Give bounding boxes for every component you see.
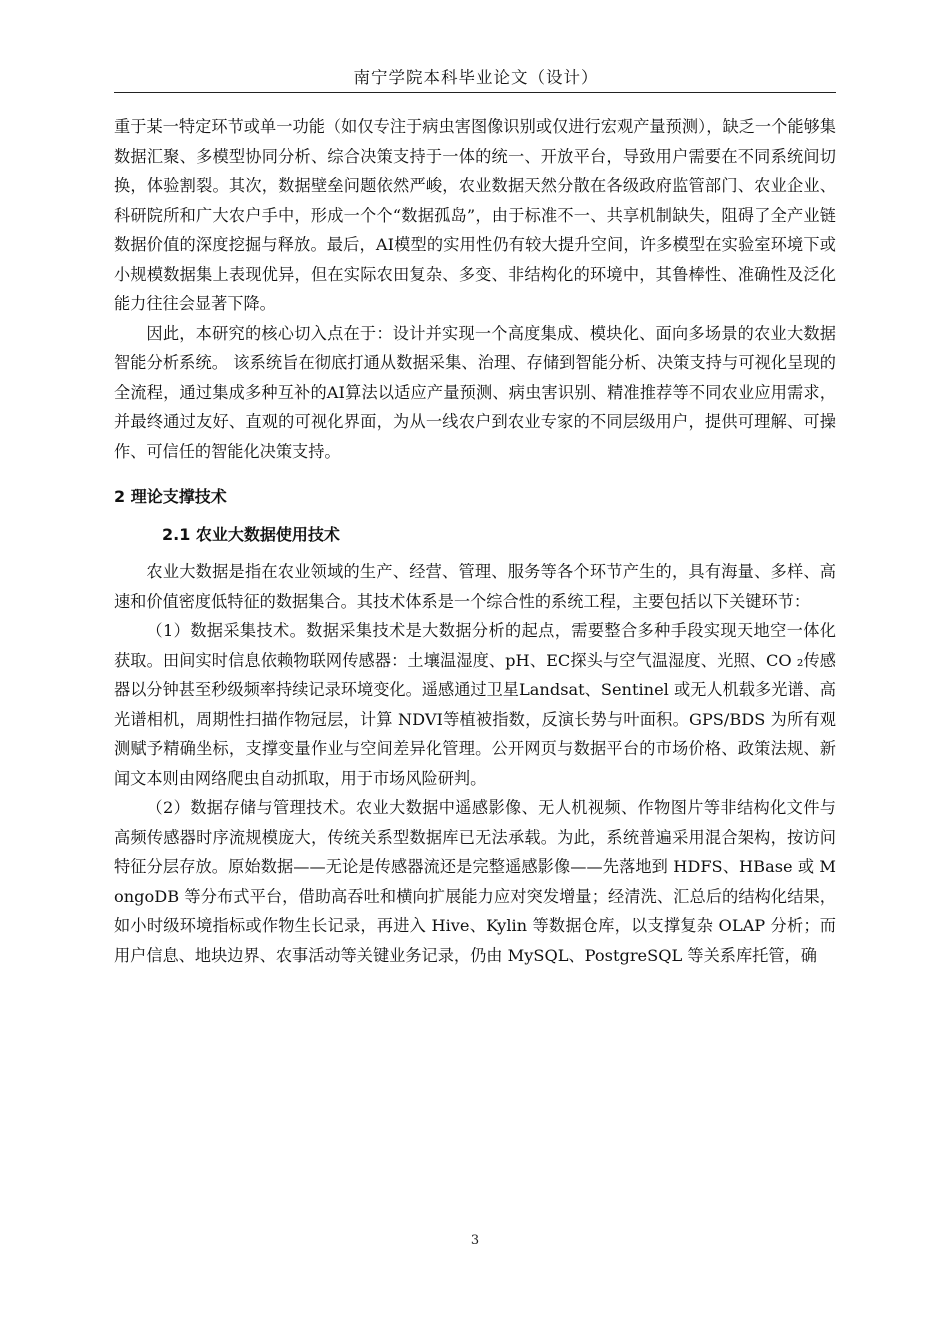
paragraph-data-storage: （2）数据存储与管理技术。农业大数据中遥感影像、无人机视频、作物图片等非结构化文件与高频传感器时序流规模庞大，传统关系型数据库已无法承载。为此，系统普遍采用混合架构，按访问特征分层存放。原始数据——无论是传感器流还是完整遥感影像——先落地到 HDFS、HBase 或 MongoDB 等分布式平台，借助高吞吐和横向扩展能力应对突发增量；经清洗、汇总后的结构化结果，如小时级环境指标或作物生长记录，再进入 Hive、Kylin 等数据仓库，以支撑复杂 OLAP 分析；而用户信息、地块边界、农事活动等关键业务记录，仍由 MySQL、PostgreSQL 等关系库托管，确 xyxy=(114,798,836,965)
page-header-title: 南宁学院本科毕业论文（设计） xyxy=(353,68,599,87)
paragraph-data-collection: （1）数据采集技术。数据采集技术是大数据分析的起点，需要整合多种手段实现天地空一体化获取。田间实时信息依赖物联网传感器：土壤温湿度、pH、EC探头与空气温湿度、光照、CO ₂传感器以分钟甚至秒级频率持续记录环境变化。遥感通过卫星Landsat、Sentinel 或无人机载多光谱、高光谱相机，周期性扫描作物冠层，计算 NDVI等植被指数，反演长势与叶面积。GPS/BDS 为所有观测赋予精确坐标，支撑变量作业与空间差异化管理。公开网页与数据平台的市场价格、政策法规、新闻文本则由网络爬虫自动抓取，用于市场风险研判。 xyxy=(114,621,836,788)
document-body xyxy=(114,112,836,970)
header-rule xyxy=(114,92,836,93)
paragraph-continuation: 重于某一特定环节或单一功能（如仅专注于病虫害图像识别或仅进行宏观产量预测），缺乏一个能够集数据汇聚、多模型协同分析、综合决策支持于一体的统一、开放平台，导致用户需要在不同系统间切换，体验割裂。其次，数据壁垒问题依然严峻，农业数据天然分散在各级政府监管部门、农业企业、科研院所和广大农户手中，形成一个个“数据孤岛”，由于标准不一、共享机制缺失，阻碍了全产业链数据价值的深度挖掘与释放。最后，AI模型的实用性仍有较大提升空间，许多模型在实验室环境下或小规模数据集上表现优异，但在实际农田复杂、多变、非结构化的环境中，其鲁棒性、准确性及泛化能力往往会显著下降。 xyxy=(114,117,836,313)
section-heading: 2 理论支撑技术 xyxy=(114,487,227,506)
paragraph-research-focus: 因此，本研究的核心切入点在于：设计并实现一个高度集成、模块化、面向多场景的农业大数据智能分析系统。 该系统旨在彻底打通从数据采集、治理、存储到智能分析、决策支持与可视化呈现的全流程，通过集成多种互补的AI算法以适应产量预测、病虫害识别、精准推荐等不同农业应用需求，并最终通过友好、直观的可视化界面，为从一线农户到农业专家的不同层级用户，提供可理解、可操作、可信任的智能化决策支持。 xyxy=(114,323,836,461)
page-number: 3 xyxy=(470,1233,480,1248)
subsection-heading: 2.1 农业大数据使用技术 xyxy=(162,525,340,544)
paragraph-big-data-definition: 农业大数据是指在农业领域的生产、经营、管理、服务等各个环节产生的，具有海量、多样、高速和价值密度低特征的数据集合。其技术体系是一个综合性的系统工程，主要包括以下关键环节： xyxy=(114,562,836,611)
